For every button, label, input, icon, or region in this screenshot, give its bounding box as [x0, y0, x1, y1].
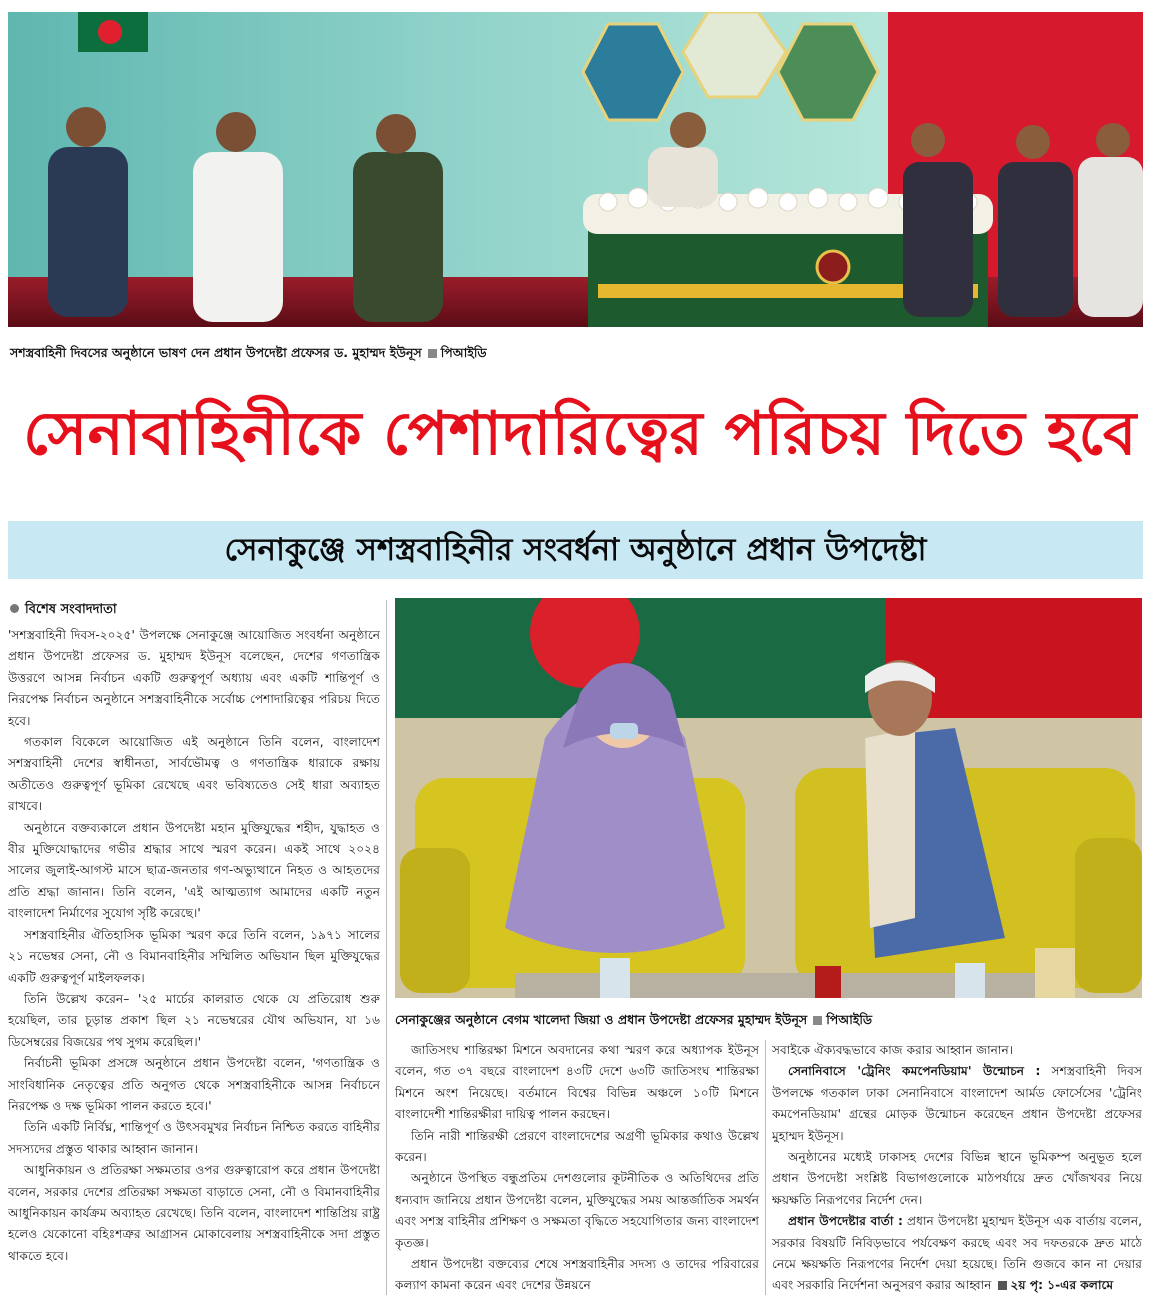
top-photo-credit: পিআইডি — [440, 345, 487, 360]
article-paragraph: আধুনিকায়ন ও প্রতিরক্ষা সক্ষমতার ওপর গুরুত্বারোপ করে প্রধান উপদেষ্টা বলেন, সরকার দেশের প্রতিরক্ষা সক্ষমতা বাড়াতে সেনা, নৌ ও বিমানবাহিনীর আধুনিকায়ন কার্যক্রম অব্যাহত রেখেছে। তিনি বলেন, বাংলাদেশ শান্তিপ্রিয় রাষ্ট্র হলেও যেকোনো বহিঃশত্রুর আগ্রাসন মোকাবেলায় সশস্ত্রবাহিনীকে সদা প্রস্তুত থাকতে হবে। — [8, 1163, 380, 1263]
article-paragraph: গতকাল বিকেলে আয়োজিত এই অনুষ্ঠানে তিনি বলেন, বাংলাদেশ সশস্ত্রবাহিনী দেশের স্বাধীনতা, সার্বভৌমত্ব ও গণতান্ত্রিক ধারাকে রক্ষায় অতীতেও গুরুত্বপূর্ণ ভূমিকা রেখেছে এবং ভবিষ্যতেও সেই ধারা অব্যাহত রাখবে। — [8, 735, 380, 814]
headline: সেনাবাহিনীকে পেশাদারিত্বের পরিচয় দিতে হবে — [23, 399, 1137, 469]
second-photo-caption-text: সেনাকুঞ্জের অনুষ্ঠানে বেগম খালেদা জিয়া ও প্রধান উপদেষ্টা প্রফেসর মুহাম্মদ ইউনূস — [395, 1012, 808, 1027]
top-photo — [8, 12, 1143, 327]
article-paragraph: অনুষ্ঠানে উপস্থিত বন্ধুপ্রতিম দেশগুলোর কূটনীতিক ও অতিথিদের প্রতি ধন্যবাদ জানিয়ে প্রধান উপদেষ্টা বলেন, মুক্তিযুদ্ধের সময় আন্তর্জাতিক সমর্থন এবং সশস্ত্র বাহিনীর প্রশিক্ষণ ও সক্ষমতা বৃদ্ধিতে সহযোগিতার জন্য বাংলাদেশ কৃতজ্ঞ। — [395, 1171, 759, 1250]
article-paragraph: নির্বাচনী ভূমিকা প্রসঙ্গে অনুষ্ঠানে প্রধান উপদেষ্টা বলেন, 'গণতান্ত্রিক ও সাংবিধানিক নেতৃত্বের প্রতি অনুগত থেকে সশস্ত্রবাহিনীকে আসন্ন নির্বাচনে নিরপেক্ষ ও দক্ষ ভূমিকা পালন করতে হবে।' — [8, 1056, 380, 1113]
article-column-3 — [772, 1040, 1142, 1298]
article-paragraph: তিনি একটি নির্বিঘ্ন, শান্তিপূর্ণ ও উৎসবমুখর নির্বাচন নিশ্চিত করতে বাহিনীর সদস্যদের প্রস্তুত থাকার আহ্বান জানান। — [8, 1120, 380, 1156]
byline — [10, 600, 117, 621]
article-paragraph: তিনি নারী শান্তিরক্ষী প্রেরণে বাংলাদেশের অগ্রণী ভূমিকার কথাও উল্লেখ করেন। — [395, 1128, 759, 1165]
second-photo-illustration — [395, 598, 1142, 998]
article-paragraph: 'সশস্ত্রবাহিনী দিবস-২০২৫' উপলক্ষে সেনাকুঞ্জে আয়োজিত সংবর্ধনা অনুষ্ঠানে প্রধান উপদেষ্টা প্রফেসর ড. মুহাম্মদ ইউনূস বলেছেন, দেশের গণতান্ত্রিক উত্তরণে আসন্ন নির্বাচন একটি গুরুত্বপূর্ণ অধ্যায় এবং একটি শান্তিপূর্ণ ও নিরপেক্ষ নির্বাচন অনুষ্ঠানে সশস্ত্রবাহিনীকে সর্বোচ্চ পেশাদারিত্বের পরিচয় দিতে হবে। — [8, 628, 380, 728]
jump-text: ২য় পৃ: ১-এর কলামে — [1010, 1278, 1114, 1293]
article-paragraph: অনুষ্ঠানে বক্তব্যকালে প্রধান উপদেষ্টা মহান মুক্তিযুদ্ধের শহীদ, যুদ্ধাহত ও বীর মুক্তিযোদ্ধাদের গভীর শ্রদ্ধার সাথে স্মরণ করেন। একই সাথে ২০২৪ সালের জুলাই-আগস্ট মাসে ছাত্র-জনতার গণ-অভ্যুত্থানে নিহত ও আহতদের প্রতি শ্রদ্ধা জানান। তিনি বলেন, 'এই আত্মত্যাগ আমাদের একটি নতুন বাংলাদেশ নির্মাণের সুযোগ সৃষ্টি করেছে।' — [8, 820, 380, 921]
article-paragraph: তিনি উল্লেখ করেন– '২৫ মার্চের কালরাত থেকে যে প্রতিরোধ শুরু হয়েছিল, তার চূড়ান্ত প্রকাশ ছিল ২১ নভেম্বরের যৌথ অভিযান, যা ১৬ ডিসেম্বরের বিজয়ের পথ সুগম করেছিল।' — [8, 991, 380, 1049]
credit-square-icon — [813, 1016, 822, 1025]
top-photo-caption — [10, 345, 487, 365]
article-column-2 — [395, 1040, 759, 1298]
top-photo-caption-text: সশস্ত্রবাহিনী দিবসের অনুষ্ঠানে ভাষণ দেন প্রধান উপদেষ্টা প্রফেসর ড. মুহাম্মদ ইউনূস — [10, 345, 422, 360]
byline-bullet-icon — [10, 604, 19, 613]
column-divider — [386, 600, 387, 1295]
article-paragraph: জাতিসংঘ শান্তিরক্ষা মিশনে অবদানের কথা স্মরণ করে অধ্যাপক ইউনূস বলেন, গত ৩৭ বছরে বাংলাদেশ ৪৩টি দেশে ৬৩টি জাতিসংঘ শান্তিরক্ষা মিশনে অংশ নিয়েছে। বর্তমানে বিশ্বের বিভিন্ন অঞ্চলে ১০টি মিশনে বাংলাদেশী শান্তিরক্ষীরা দায়িত্ব পালন করছেন। — [395, 1043, 759, 1122]
second-photo-caption — [395, 1012, 872, 1032]
article-paragraph: সশস্ত্রবাহিনীর ঐতিহাসিক ভূমিকা স্মরণ করে তিনি বলেন, ১৯৭১ সালের ২১ নভেম্বর সেনা, নৌ ও বিমানবাহিনীর সম্মিলিত অভিযান ছিল মুক্তিযুদ্ধের একটি গুরুত্বপূর্ণ মাইলফলক। — [8, 927, 380, 985]
subhead-training-compendium: সেনানিবাসে 'ট্রেনিং কমপেনডিয়াম' উন্মোচন : — [788, 1064, 1041, 1079]
article-paragraph — [772, 1211, 1142, 1297]
second-photo — [395, 598, 1142, 998]
subheadline-band — [8, 521, 1143, 579]
article-paragraph: সবাইকে ঐক্যবদ্ধভাবে কাজ করার আহ্বান জানান। — [772, 1043, 1014, 1057]
continued-jump-link[interactable] — [995, 1278, 1113, 1292]
top-photo-illustration — [8, 12, 1143, 327]
paragraph-text: সশস্ত্রবাহিনী দিবস উপলক্ষে গতকাল ঢাকা সেনানিবাসে বাংলাদেশ আর্মড ফোর্সেসের 'ট্রেনিং কমপেনডিয়াম' গ্রন্থের মোড়ক উন্মোচন করেছেন প্রধান উপদেষ্টা প্রফেসর মুহাম্মদ ইউনূস। — [772, 1064, 1142, 1143]
byline-text: বিশেষ সংবাদদাতা — [25, 602, 117, 617]
article-paragraph: অনুষ্ঠানের মধ্যেই ঢাকাসহ দেশের বিভিন্ন স্থানে ভূমিকম্প অনুভূত হলে প্রধান উপদেষ্টা সংশ্লিষ্ট বিভাগগুলোকে মাঠপর্যায়ে দ্রুত খোঁজখবর নিয়ে ক্ষয়ক্ষতি নিরূপণের নির্দেশ দেন। — [772, 1150, 1142, 1207]
credit-square-icon — [428, 349, 437, 358]
paragraph-text: প্রধান উপদেষ্টা মুহাম্মদ ইউনূস এক বার্তায় বলেন, সরকার বিষয়টি নিবিড়ভাবে পর্যবেক্ষণ করছে এবং সব দফতরকে দ্রুত মাঠে নেমে ক্ষয়ক্ষতি নিরূপণের নির্দেশ দেয়া হয়েছে। তিনি গুজবে কান না দেয়ার এবং সরকারি নির্দেশনা অনুসরণ করার আহ্বান — [772, 1214, 1142, 1293]
article-paragraph: প্রধান উপদেষ্টা বক্তব্যের শেষে সশস্ত্রবাহিনীর সদস্য ও তাদের পরিবারের কল্যাণ কামনা করেন এবং দেশের উন্নয়নে — [395, 1257, 759, 1293]
article-column-1 — [8, 625, 380, 1295]
subhead-chief-adviser-message: প্রধান উপদেষ্টার বার্তা : — [788, 1214, 903, 1229]
subheadline: সেনাকুঞ্জে সশস্ত্রবাহিনীর সংবর্ধনা অনুষ্ঠানে প্রধান উপদেষ্টা — [224, 532, 927, 568]
jump-square-icon — [998, 1281, 1007, 1290]
second-photo-credit: পিআইডি — [826, 1012, 873, 1027]
column-divider — [765, 1040, 766, 1295]
article-paragraph — [772, 1061, 1142, 1147]
